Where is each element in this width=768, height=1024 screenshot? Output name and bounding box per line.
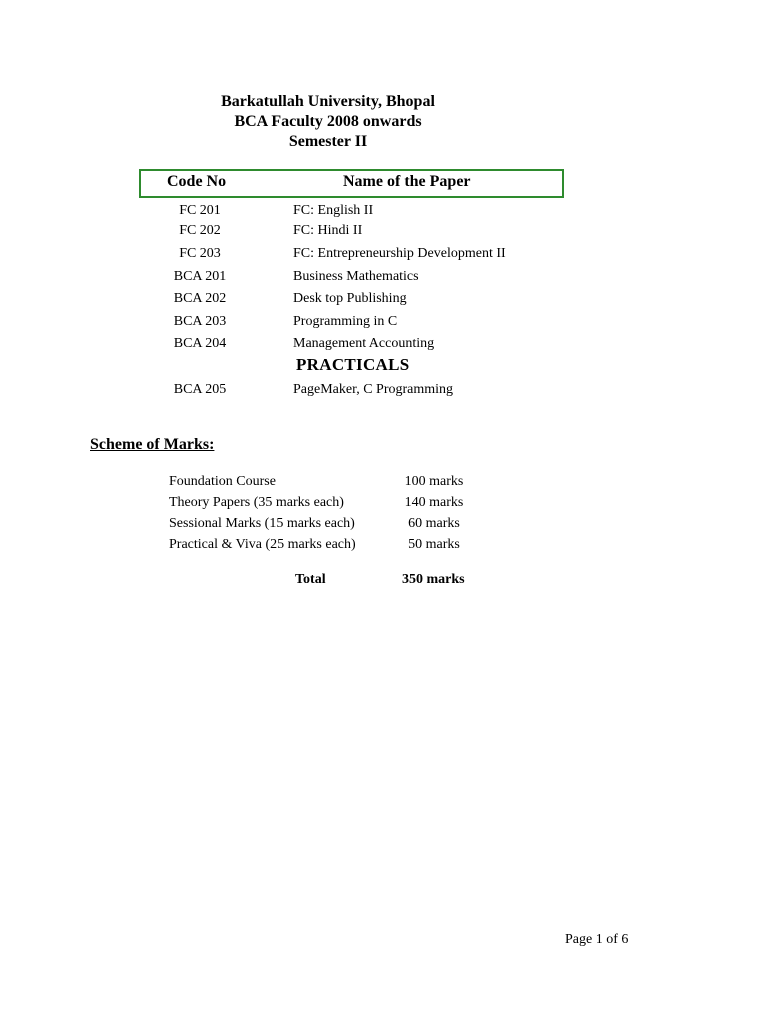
scheme-heading: Scheme of Marks: [90, 436, 215, 453]
table-row-name: Management Accounting [293, 336, 435, 351]
table-row-code: FC 202 [179, 223, 221, 238]
column-header-name: Name of the Paper [343, 173, 471, 190]
table-row-name: Desk top Publishing [293, 291, 407, 306]
table-row-code: BCA 201 [173, 269, 227, 284]
table-row-name: FC: Hindi II [293, 223, 363, 238]
total-label: Total [295, 572, 326, 587]
marks-value: 60 marks [408, 516, 460, 531]
marks-label: Practical & Viva (25 marks each) [169, 537, 356, 552]
table-row-code: BCA 204 [173, 336, 227, 351]
table-row-code: FC 203 [179, 246, 221, 261]
faculty-title: BCA Faculty 2008 onwards [234, 113, 422, 130]
table-row-name: FC: Entrepreneurship Development II [293, 246, 506, 261]
marks-value: 140 marks [404, 495, 464, 510]
table-row-name: Business Mathematics [293, 269, 419, 284]
table-row-name: FC: English II [293, 203, 374, 218]
semester-title: Semester II [288, 133, 368, 150]
total-value: 350 marks [402, 572, 465, 587]
marks-label: Sessional Marks (15 marks each) [169, 516, 355, 531]
marks-value: 100 marks [404, 474, 464, 489]
table-row-name: PageMaker, C Programming [293, 382, 454, 397]
table-row-code: BCA 202 [173, 291, 227, 306]
column-header-code: Code No [167, 173, 227, 190]
marks-label: Foundation Course [169, 474, 276, 489]
table-row-code: BCA 205 [173, 382, 227, 397]
university-title: Barkatullah University, Bhopal [221, 93, 435, 110]
page-number: Page 1 of 6 [565, 932, 629, 947]
table-row-code: FC 201 [179, 203, 221, 218]
practicals-heading: PRACTICALS [296, 355, 410, 374]
marks-value: 50 marks [408, 537, 460, 552]
table-row-name: Programming in C [293, 314, 398, 329]
marks-label: Theory Papers (35 marks each) [169, 495, 344, 510]
table-row-code: BCA 203 [173, 314, 227, 329]
